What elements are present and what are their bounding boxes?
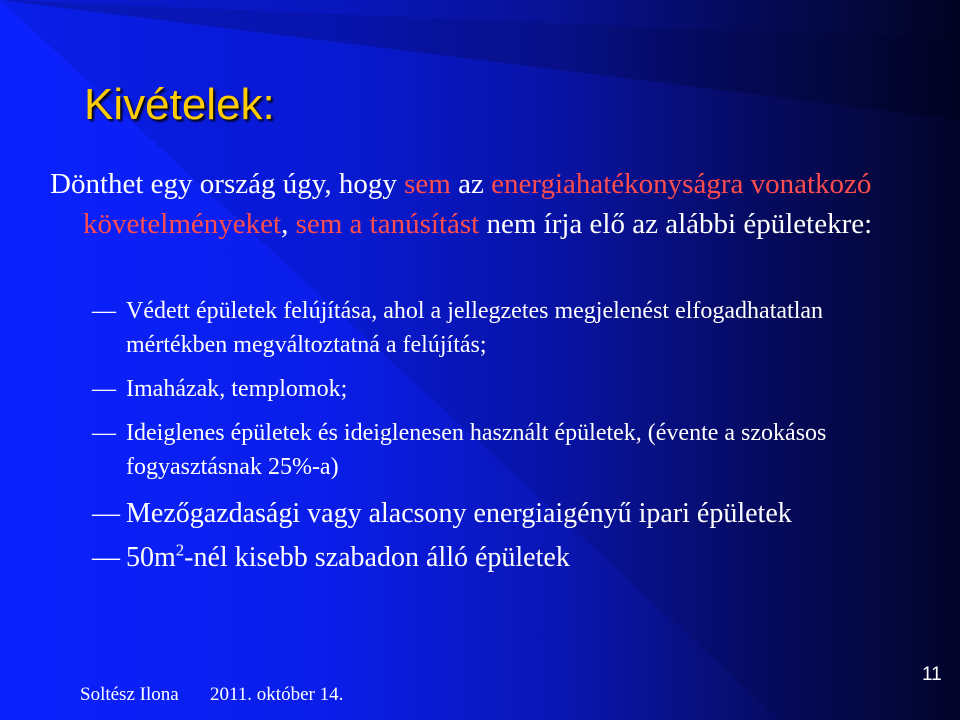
list-item [92, 416, 912, 484]
intro-paragraph [50, 164, 903, 244]
footer-author: Soltész Ilona [80, 684, 179, 705]
list-item [92, 494, 912, 534]
page-number: 11 [922, 664, 942, 685]
slide-title: Kivételek: [84, 80, 275, 129]
dash-bullet: — [92, 376, 116, 402]
area-exponent: 2 [175, 540, 185, 560]
list-item [92, 372, 912, 406]
list-item-text: Védett épületek felújítása, ahol a jellegzetes megjelenést elfogadhatatlan mértékben megváltoztatná a felújítás; [126, 298, 824, 358]
area-value: 50m [126, 542, 176, 573]
intro-highlight-sem: sem [404, 168, 451, 200]
list-item [92, 538, 912, 578]
area-rest-text: -nél kisebb szabadon álló épületek [184, 542, 570, 573]
list-item-text: Imaházak, templomok; [126, 376, 348, 402]
intro-highlight-certification: sem a tanúsítást [295, 208, 480, 240]
intro-text-1: Dönthet egy ország úgy, hogy [50, 168, 405, 200]
intro-text-2: az [450, 168, 492, 200]
intro-text-3: , [281, 208, 296, 240]
list-item-text: Mezőgazdasági vagy alacsony energiaigényű ipari épületek [126, 498, 792, 529]
list-item-text [126, 542, 570, 573]
list-item-text: Ideiglenes épületek és ideiglenesen használt épületek, (évente a szokásos fogyasztásnak 25%-a) [126, 420, 827, 480]
dash-bullet: — [92, 498, 120, 529]
exception-list [92, 294, 912, 582]
list-item [92, 294, 912, 362]
dash-bullet: — [92, 298, 116, 324]
dash-bullet: — [92, 542, 120, 573]
intro-highlight-requirements: energiahatékonyságra vonatkozó követelményeket [83, 168, 872, 240]
intro-text-4: nem írja elő az alábbi épületekre: [479, 208, 873, 240]
dash-bullet: — [92, 420, 116, 446]
footer-date: 2011. október 14. [210, 684, 344, 705]
